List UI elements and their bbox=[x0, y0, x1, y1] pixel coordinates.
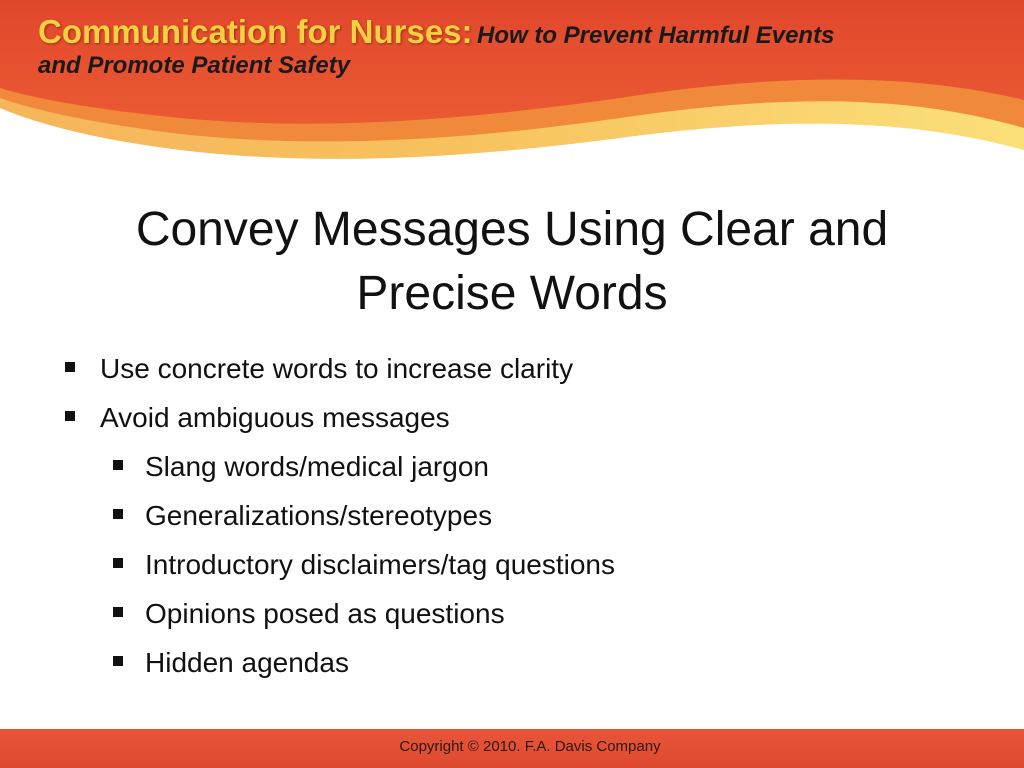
bullet-text: Avoid ambiguous messages bbox=[100, 402, 450, 433]
square-bullet-icon bbox=[113, 509, 123, 519]
footer-bar bbox=[0, 729, 1024, 768]
sub-bullet-text: Slang words/medical jargon bbox=[145, 451, 489, 482]
sub-bullet-item bbox=[0, 638, 1024, 687]
sub-bullet-item bbox=[0, 540, 1024, 589]
bullet-item bbox=[0, 344, 1024, 393]
course-header bbox=[38, 12, 998, 80]
course-subtitle-line2: and Promote Patient Safety bbox=[38, 51, 351, 79]
slide-title bbox=[0, 198, 1024, 326]
sub-bullet-text: Hidden agendas bbox=[145, 647, 349, 678]
sub-bullet-item bbox=[0, 442, 1024, 491]
sub-bullet-text: Introductory disclaimers/tag questions bbox=[145, 549, 615, 580]
slide-title-line1: Convey Messages Using Clear and bbox=[135, 203, 889, 256]
square-bullet-icon bbox=[113, 607, 123, 617]
square-bullet-icon bbox=[65, 362, 75, 372]
sub-bullet-item bbox=[0, 589, 1024, 638]
square-bullet-icon bbox=[65, 411, 75, 421]
square-bullet-icon bbox=[113, 460, 123, 470]
course-subtitle-line1: How to Prevent Harmful Events bbox=[477, 22, 835, 49]
bullet-item bbox=[0, 393, 1024, 442]
square-bullet-icon bbox=[113, 558, 123, 568]
sub-bullet-text: Opinions posed as questions bbox=[145, 598, 505, 629]
slide-title-line2: Precise Words bbox=[356, 267, 668, 320]
bullet-list bbox=[0, 344, 1024, 687]
bullet-text: Use concrete words to increase clarity bbox=[100, 353, 574, 384]
sub-bullet-text: Generalizations/stereotypes bbox=[145, 500, 493, 531]
copyright-text: Copyright © 2010. F.A. Davis Company bbox=[399, 738, 661, 755]
course-title: Communication for Nurses: bbox=[38, 13, 473, 50]
square-bullet-icon bbox=[113, 656, 123, 666]
sub-bullet-item bbox=[0, 491, 1024, 540]
